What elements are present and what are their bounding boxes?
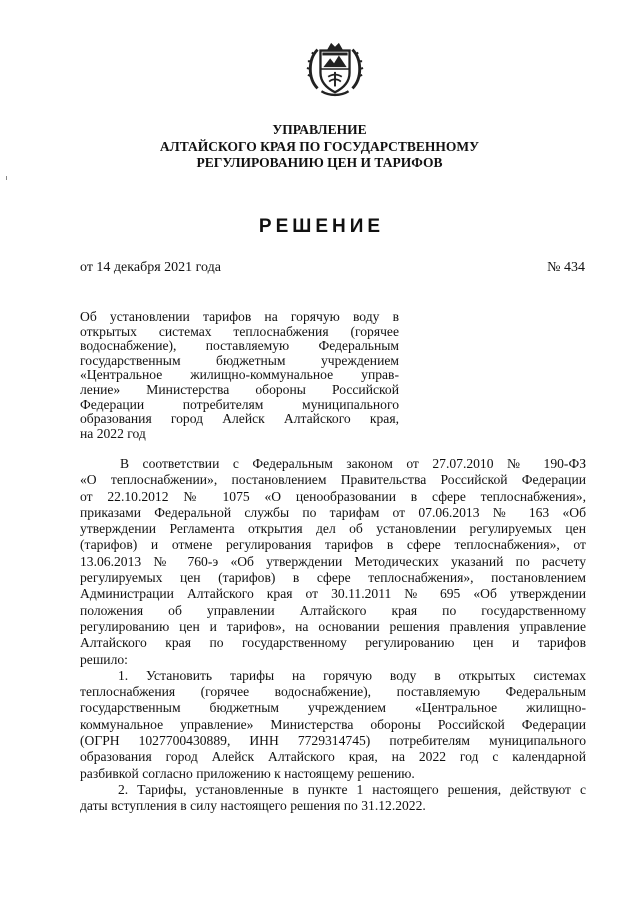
subject-line: Федерации потребителям муниципального — [80, 396, 399, 412]
body-line: даты вступления в силу настоящего решения по 31.12.2022. — [80, 798, 426, 814]
organization-line: АЛТАЙСКОГО КРАЯ ПО ГОСУДАРСТВЕННОМУ — [159, 138, 480, 154]
body-line: теплоснабжения (горячее водоснабжение), поставляемую Федеральным — [80, 684, 586, 700]
body-line: (тарифов) и отмене регулирования тарифов в сфере теплоснабжения», от — [80, 537, 586, 553]
body-line: положения об управлении Алтайского края по государственному — [80, 602, 586, 618]
body-line: Администрации Алтайского края от 30.11.2011 № 695 «Об утверждении — [80, 586, 586, 602]
subject-line: «Центральное жилищно-коммунальное управ- — [80, 367, 399, 383]
body-line: В соответствии с Федеральным законом от 27.07.2010 № 190-ФЗ — [120, 456, 586, 471]
subject-line: водоснабжение), поставляемую Федеральным — [80, 338, 399, 354]
body-line: приказами Федеральной службы по тарифам от 07.06.2013 № 163 «Об — [80, 504, 586, 520]
document-number: № 434 — [547, 260, 585, 275]
body-line: образования город Алейск Алтайского края, на 2022 год с календарной — [80, 749, 586, 765]
body-line: «О теплоснабжении», постановлением Правительства Российской Федерации — [80, 472, 586, 488]
subject-line: государственным бюджетным учреждением — [80, 352, 399, 368]
subject-line: Об установлении тарифов на горячую воду в — [80, 309, 399, 324]
coat-of-arms-icon — [304, 38, 366, 100]
body-line: Алтайского края по государственному регулированию цен и тарифов — [80, 635, 586, 651]
organization-line: УПРАВЛЕНИЕ — [272, 122, 367, 137]
subject-line: открытых системах теплоснабжения (горячее — [80, 323, 399, 339]
document-subject — [80, 310, 399, 441]
body-line: 2. Тарифы, установленные в пункте 1 настоящего решения, действуют с — [118, 781, 586, 797]
body-line: 13.06.2013 № 760-э «Об утверждении Методических указаний по расчету — [80, 553, 586, 569]
body-line: решило: — [80, 651, 128, 667]
body-line: утверждении Регламента открытия дел об установлении регулируемых цен — [80, 521, 586, 537]
document-title: РЕШЕНИЕ — [258, 216, 385, 237]
organization-line: РЕГУЛИРОВАНИЮ ЦЕН И ТАРИФОВ — [196, 155, 443, 170]
body-line: регулированию цен и тарифов», на основании решения правления управление — [80, 618, 586, 634]
document-date: от 14 декабря 2021 года — [80, 260, 221, 275]
subject-line: образования город Алейск Алтайского края, — [80, 411, 399, 427]
subject-line: на 2022 год — [80, 425, 146, 441]
organization-header — [0, 122, 639, 172]
body-line: 1. Установить тарифы на горячую воду в открытых системах — [118, 667, 586, 683]
body-line: разбивкой согласно приложению к настоящему решению. — [80, 765, 415, 781]
body-line: регулируемых цен (тарифов) в сфере теплоснабжения», постановлением — [80, 570, 586, 586]
document-body — [80, 456, 586, 815]
body-line: (ОГРН 1027700430889, ИНН 7729314745) потребителям муниципального — [80, 733, 586, 749]
scan-edge-mark — [6, 176, 7, 180]
body-line: коммунальное управление» Министерства обороны Российской Федерации — [80, 716, 586, 732]
body-line: государственным бюджетным учреждением «Центральное жилищно- — [80, 700, 586, 716]
subject-line: ление» Министерства обороны Российской — [80, 381, 399, 397]
body-line: от 22.10.2012 № 1075 «О ценообразовании в сфере теплоснабжения», — [80, 488, 586, 504]
